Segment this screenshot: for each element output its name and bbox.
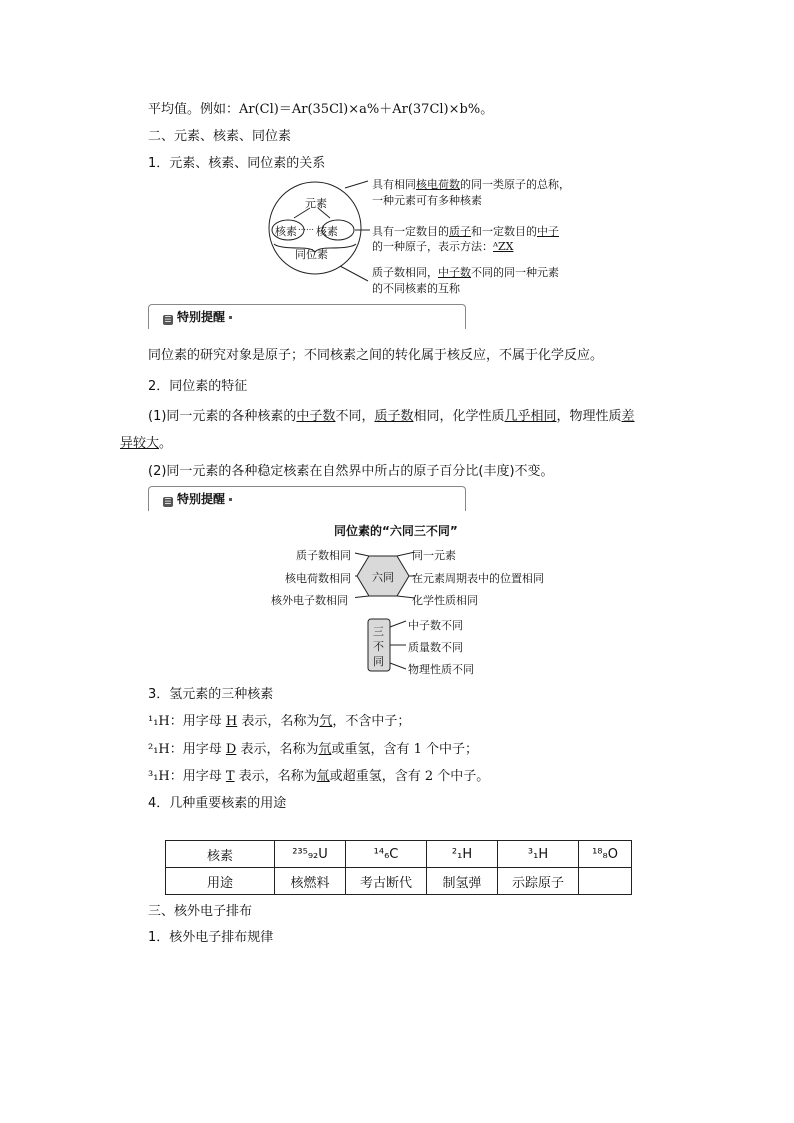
subsection-heading: 3．氢元素的三种核素 bbox=[148, 687, 274, 702]
tip1-text: 同位素的研究对象是原子；不同核素之间的转化属于核反应，不属于化学反应。 bbox=[148, 348, 604, 363]
same-item-left: 核电荷数相同 bbox=[285, 572, 351, 585]
subsection-heading: 4．几种重要核素的用途 bbox=[148, 796, 287, 811]
table-cell: 核燃料 bbox=[275, 868, 346, 895]
same-item-left: 核外电子数相同 bbox=[271, 594, 348, 607]
different-item: 物理性质不同 bbox=[408, 663, 474, 676]
feature-1: (1)同一元素的各种核素的中子数不同，质子数相同，化学性质几乎相同，物理性质差 bbox=[148, 409, 635, 424]
feature-2: (2)同一元素的各种稳定核素在自然界中所占的原子百分比(丰度)不变。 bbox=[148, 464, 554, 479]
table-cell: 制氢弹 bbox=[427, 868, 498, 895]
box-char: 不 bbox=[373, 640, 384, 653]
tip-title: ☰ 特别提醒 bbox=[159, 308, 236, 325]
intro-formula-line: 平均值。例如：Ar(Cl)＝Ar(35Cl)×a%＋Ar(37Cl)×b%。 bbox=[148, 102, 494, 117]
box-char: 三 bbox=[373, 625, 384, 638]
diagram2-title: 同位素的“六同三不同” bbox=[334, 524, 458, 538]
subsection-heading: 1．核外电子排布规律 bbox=[148, 930, 274, 945]
box-char: 同 bbox=[373, 655, 384, 668]
tip-box-1 bbox=[148, 304, 466, 329]
element-definition: 具有相同核电荷数的同一类原子的总称， bbox=[372, 178, 570, 191]
subsection-heading: 2．同位素的特征 bbox=[148, 379, 248, 394]
feature-1-continued: 异较大。 bbox=[120, 436, 173, 451]
table-cell: ²₁H bbox=[427, 841, 498, 868]
section-heading: 三、核外电子排布 bbox=[148, 904, 253, 919]
tip-dot bbox=[229, 498, 232, 501]
hydrogen-line: ³₁H：用字母 T 表示，名称为氚或超重氢，含有 2 个中子。 bbox=[148, 769, 490, 784]
table-row bbox=[166, 841, 632, 868]
section-heading: 二、元素、核素、同位素 bbox=[148, 129, 292, 144]
hex-label: 六同 bbox=[372, 571, 394, 584]
isotope-label: 同位素 bbox=[295, 248, 328, 261]
isotope-definition: 质子数相同，中子数不同的同一种元素 bbox=[372, 266, 559, 279]
table-cell: ¹⁸₈O bbox=[579, 841, 632, 868]
tip-title: ☰ 特别提醒 bbox=[159, 490, 236, 507]
different-item: 中子数不同 bbox=[408, 619, 463, 632]
same-item-right: 在元素周期表中的位置相同 bbox=[412, 572, 544, 585]
hydrogen-line: ¹₁H：用字母 H 表示，名称为氕，不含中子； bbox=[148, 714, 411, 729]
hydrogen-line: ²₁H：用字母 D 表示，名称为氘或重氢，含有 1 个中子； bbox=[148, 742, 479, 757]
tip-icon: ☰ bbox=[164, 315, 172, 324]
element-label: 元素 bbox=[305, 197, 327, 210]
table-cell: ³₁H bbox=[498, 841, 579, 868]
table-cell bbox=[579, 868, 632, 895]
dots-connector: …… bbox=[298, 223, 314, 232]
different-item: 质量数不同 bbox=[408, 641, 463, 654]
tip-icon: ☰ bbox=[164, 497, 172, 506]
table-cell: 示踪原子 bbox=[498, 868, 579, 895]
tip-dot bbox=[229, 316, 232, 319]
same-item-left: 质子数相同 bbox=[296, 549, 351, 562]
table-cell: 用途 bbox=[166, 868, 275, 895]
element-definition-line2: 一种元素可有多种核素 bbox=[372, 194, 482, 207]
nuclide-notation: 的一种原子，表示方法：ᴬZX bbox=[372, 240, 514, 253]
nuclide-uses-table bbox=[165, 840, 632, 895]
subsection-heading: 1．元素、核素、同位素的关系 bbox=[148, 156, 326, 171]
same-item-right: 化学性质相同 bbox=[412, 594, 478, 607]
nuclide-node-left: 核素 bbox=[275, 225, 297, 238]
tip-box-2 bbox=[148, 486, 466, 511]
isotope-definition-line2: 的不同核素的互称 bbox=[372, 282, 460, 295]
table-cell: 考古断代 bbox=[346, 868, 427, 895]
table-cell: ¹⁴₆C bbox=[346, 841, 427, 868]
table-row bbox=[166, 868, 632, 895]
same-item-right: 同一元素 bbox=[412, 549, 456, 562]
table-cell: ²³⁵₉₂U bbox=[275, 841, 346, 868]
table-cell: 核素 bbox=[166, 841, 275, 868]
nuclide-definition: 具有一定数目的质子和一定数目的中子 bbox=[372, 225, 559, 238]
nuclide-node-right: 核素 bbox=[316, 225, 338, 238]
